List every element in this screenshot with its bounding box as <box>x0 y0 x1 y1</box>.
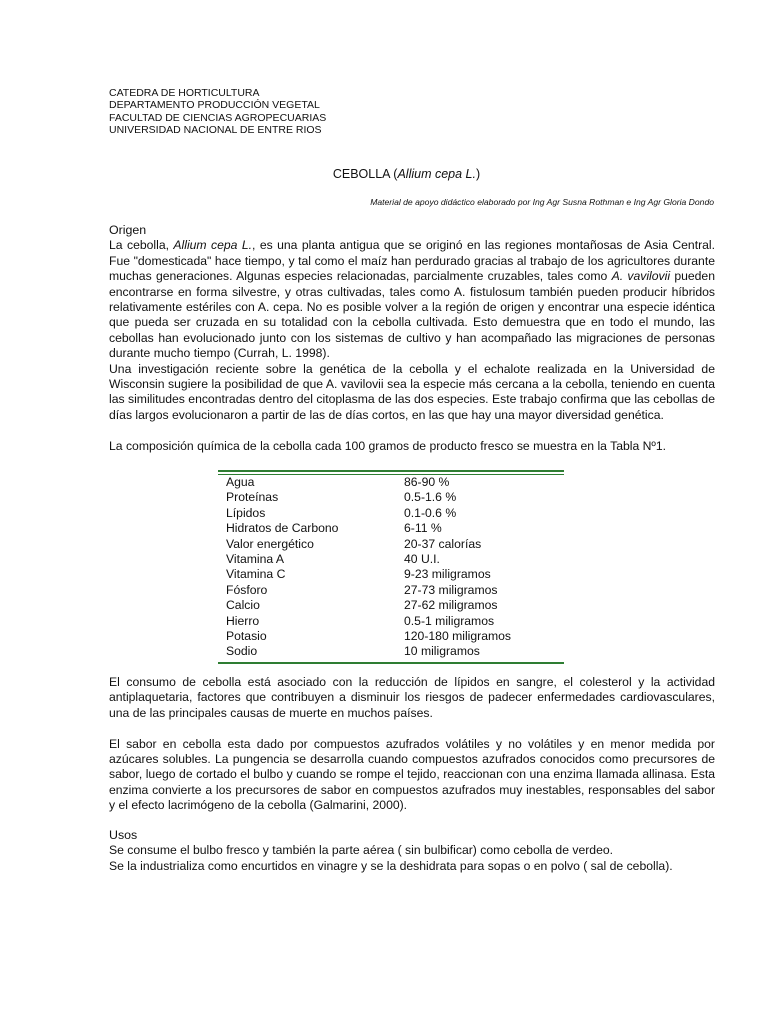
document-credit: Material de apoyo didáctico elaborado por Ing Agr Susna Rothman e Ing Agr Gloria Dondo <box>370 197 714 207</box>
origen-heading: Origen <box>109 223 147 237</box>
origen-section <box>109 223 715 454</box>
table-row <box>218 583 564 598</box>
table-row <box>218 614 564 629</box>
origen-p1-species-2: A. vavilovii <box>611 269 671 284</box>
component-name: Proteínas <box>226 490 279 505</box>
table-row <box>218 644 564 659</box>
component-value: 40 U.I. <box>404 552 440 567</box>
component-value: 6-11 % <box>404 521 442 536</box>
component-name: Valor energético <box>226 536 314 551</box>
table-row <box>218 552 564 567</box>
component-name: Vitamina A <box>226 552 285 567</box>
composition-table <box>218 470 564 664</box>
table-top-rule <box>218 470 564 472</box>
component-name: Lípidos <box>226 505 266 520</box>
consumo-section <box>109 675 715 814</box>
component-name: Calcio <box>226 598 260 613</box>
origen-paragraph-1 <box>109 238 715 361</box>
component-name: Vitamina C <box>226 567 286 582</box>
table-row <box>218 521 564 536</box>
table-row <box>218 598 564 613</box>
header-line-4: UNIVERSIDAD NACIONAL DE ENTRE RIOS <box>109 123 322 136</box>
table-row <box>218 567 564 582</box>
origen-p1-text-b: , es una planta antigua que se originó en las regiones montañosas de Asia Central. Fue "domesticada" hace tiempo, y tal como el maíz han perdurado gracias al trabajo de los agricultores durante muchas generaciones. Algunas especies relacionadas, parcialmente cruzables, tales como <box>109 238 716 284</box>
component-value: 120-180 miligramos <box>404 629 512 644</box>
component-value: 0.5-1 miligramos <box>404 613 495 628</box>
table-row <box>218 506 564 521</box>
title-close: ) <box>475 167 481 181</box>
institution-header <box>109 87 326 136</box>
title-species: Allium cepa L. <box>397 167 476 181</box>
table-row <box>218 537 564 552</box>
usos-heading: Usos <box>109 828 138 842</box>
origen-p1-text-a: La cebolla, <box>109 238 174 253</box>
table-row <box>218 490 564 505</box>
usos-line-1: Se consume el bulbo fresco y también la parte aérea ( sin bulbificar) como cebolla de verdeo. <box>109 843 614 858</box>
component-name: Sodio <box>226 644 258 659</box>
usos-line-2: Se la industrializa como encurtidos en vinagre y se la deshidrata para sopas o en polvo ( sal de cebolla). <box>109 858 673 873</box>
document-title <box>0 166 768 182</box>
component-value: 9-23 miligramos <box>404 567 491 582</box>
header-line-2: DEPARTAMENTO PRODUCCIÓN VEGETAL <box>109 99 320 112</box>
header-line-1: CATEDRA DE HORTICULTURA <box>109 87 260 99</box>
component-value: 27-62 miligramos <box>404 598 498 613</box>
title-main: CEBOLLA ( <box>332 167 398 181</box>
component-name: Hidratos de Carbono <box>226 521 339 536</box>
origen-p1-text-c: pueden encontrarse en forma silvestre, y otras cultivadas, tales como A. fistulosum también pueden producir híbridos relativamente estériles con A. cepa. No es posible volver a la región de origen y encontrar una especie idéntica que pueda ser cruzada en su totalidad con la cebolla cultivada. Esto demuestra que en todo el mundo, las cebollas han evolucionado junto con los sistemas de cultivo y han acompañado las migraciones de personas durante mucho tiempo (Currah, L. 1998). <box>109 269 715 361</box>
component-value: 27-73 miligramos <box>404 582 498 597</box>
origen-paragraph-3: La composición química de la cebolla cada 100 gramos de producto fresco se muestra en la Tabla Nº1. <box>109 438 667 453</box>
table-row <box>218 629 564 644</box>
component-value: 86-90 % <box>404 475 450 489</box>
component-name: Agua <box>226 475 255 489</box>
table-bottom-rule <box>218 662 564 664</box>
component-value: 0.5-1.6 % <box>404 490 457 505</box>
component-name: Fósforo <box>226 582 268 597</box>
origen-paragraph-2: Una investigación reciente sobre la genética de la cebolla y el echalote realizada en la Universidad de Wisconsin sugiere la posibilidad de que A. vavilovii sea la especie más cercana a la cebolla, teniendo en cuenta las similitudes encontradas dentro del citoplasma de las dos especies. Este trabajo confirma que las cebollas de días largos evolucionaron a partir de las de días cortos, en las que hay una mayor diversidad genética. <box>109 361 715 422</box>
usos-section <box>109 828 715 874</box>
component-name: Hierro <box>226 613 260 628</box>
component-name: Potasio <box>226 629 267 644</box>
origen-p1-species: Allium cepa L. <box>173 238 253 253</box>
component-value: 0.1-0.6 % <box>404 505 457 520</box>
composition-table-body <box>218 475 564 660</box>
header-line-3: FACULTAD DE CIENCIAS AGROPECUARIAS <box>109 111 327 124</box>
table-row <box>218 475 564 490</box>
consumo-paragraph-2: El sabor en cebolla esta dado por compuestos azufrados volátiles y no volátiles y en menor medida por azúcares solubles. La pungencia se desarrolla cuando compuestos azufrados conocidos como precursores de sabor, luego de cortado el bulbo y cuando se rompe el tejido, reaccionan con una enzima llamada allinasa. Esta enzima convierte a los precursores de sabor en compuestos azufrados muy inestables, responsables del sabor y el efecto lacrimógeno de la cebolla (Galmarini, 2000). <box>109 736 715 813</box>
consumo-paragraph-1: El consumo de cebolla está asociado con la reducción de lípidos en sangre, el colesterol y la actividad antiplaquetaria, factores que contribuyen a disminuir los riesgos de padecer enfermedades cardiovasculares, una de las principales causas de muerte en muchos países. <box>109 675 715 720</box>
component-value: 20-37 calorías <box>404 536 482 551</box>
component-value: 10 miligramos <box>404 644 480 659</box>
